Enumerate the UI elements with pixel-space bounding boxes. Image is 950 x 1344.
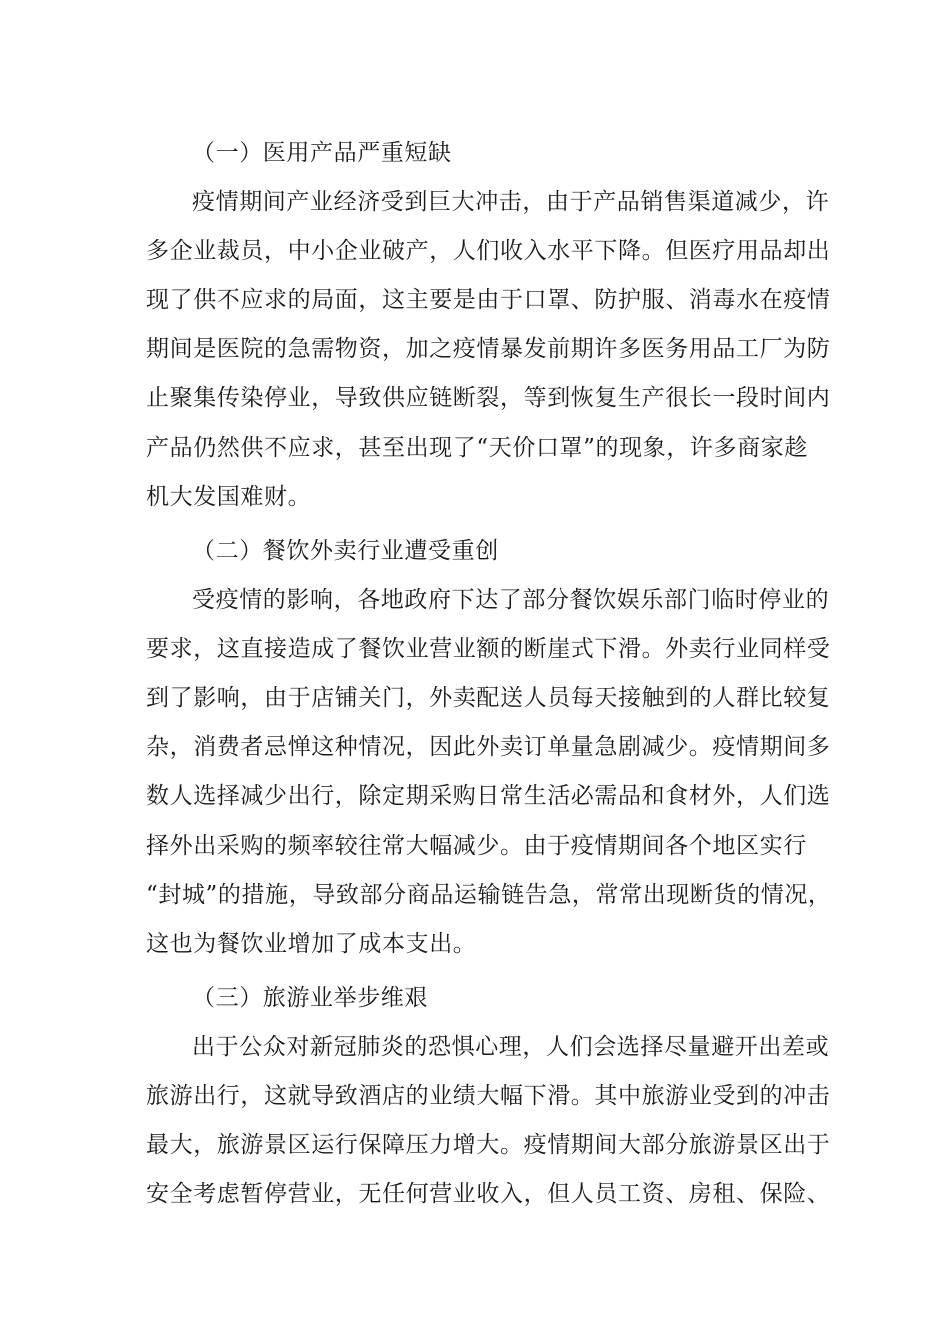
paragraph-line: “封城”的措施，导致部分商品运输链告急，常常出现断货的情况， <box>146 882 832 908</box>
paragraph-line: 多企业裁员，中小企业破产，人们收入水平下降。但医疗用品却出 <box>146 238 831 264</box>
paragraph-line: 杂，消费者忌惮这种情况，因此外卖订单量急剧减少。疫情期间多 <box>146 734 831 760</box>
paragraph-line: 受疫情的影响，各地政府下达了部分餐饮娱乐部门临时停业的 <box>192 587 830 613</box>
paragraph-line: 到了影响，由于店铺关门，外卖配送人员每天接触到的人群比较复 <box>146 685 831 711</box>
section-heading: （三）旅游业举步维艰 <box>192 985 428 1011</box>
paragraph-line: 产品仍然供不应求，甚至出现了“天价口罩”的现象，许多商家趁 <box>146 435 808 461</box>
paragraph-line: 疫情期间产业经济受到巨大冲击，由于产品销售渠道减少，许 <box>192 189 830 215</box>
paragraph-line: 最大，旅游景区运行保障压力增大。疫情期间大部分旅游景区出于 <box>146 1132 831 1158</box>
paragraph-line: 现了供不应求的局面，这主要是由于口罩、防护服、消毒水在疫情 <box>146 287 831 313</box>
paragraph-line: 期间是医院的急需物资，加之疫情暴发前期许多医务用品工厂为防 <box>146 336 831 362</box>
paragraph-line: 旅游出行，这就导致酒店的业绩大幅下滑。其中旅游业受到的冲击 <box>146 1083 831 1109</box>
paragraph-line: 机大发国难财。 <box>146 484 312 510</box>
paragraph-line: 这也为餐饮业增加了成本支出。 <box>146 931 477 957</box>
section-heading: （一）医用产品严重短缺 <box>192 140 452 166</box>
paragraph-line: 出于公众对新冠肺炎的恐惧心理，人们会选择尽量避开出差或 <box>192 1034 830 1060</box>
paragraph-line: 止聚集传染停业，导致供应链断裂，等到恢复生产很长一段时间内 <box>146 385 831 411</box>
paragraph-line: 择外出采购的频率较往常大幅减少。由于疫情期间各个地区实行 <box>146 833 807 859</box>
section-heading: （二）餐饮外卖行业遭受重创 <box>192 538 499 564</box>
paragraph-line: 数人选择减少出行，除定期采购日常生活必需品和食材外，人们选 <box>146 783 831 809</box>
paragraph-line: 安全考虑暂停营业，无任何营业收入，但人员工资、房租、保险、 <box>146 1181 831 1207</box>
paragraph-line: 要求，这直接造成了餐饮业营业额的断崖式下滑。外卖行业同样受 <box>146 636 831 662</box>
